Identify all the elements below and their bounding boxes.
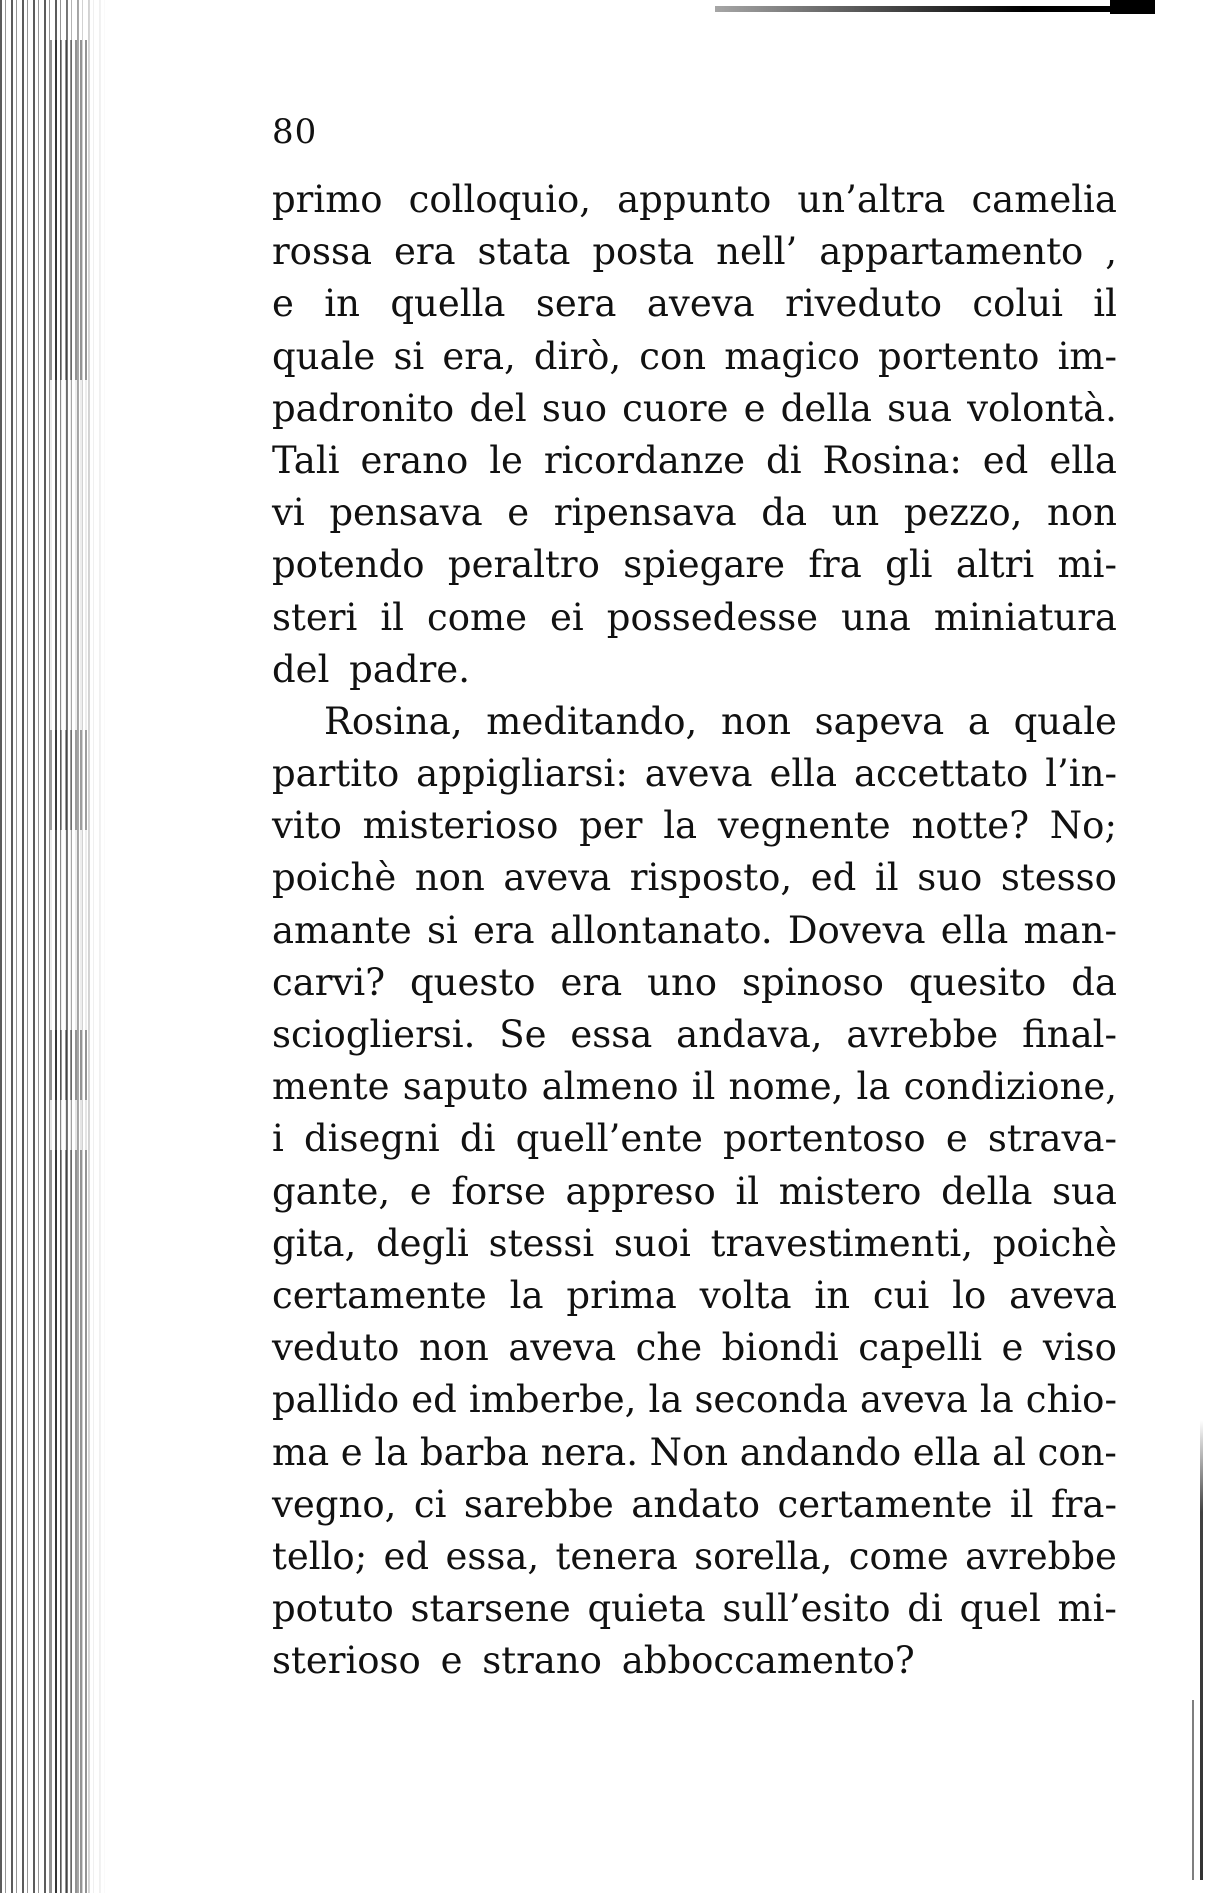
word: posta xyxy=(592,230,695,274)
word: andando xyxy=(739,1430,902,1474)
word: vegno, xyxy=(272,1482,397,1526)
word: altri xyxy=(955,543,1035,587)
word: barba xyxy=(419,1430,530,1474)
word: final- xyxy=(1022,1013,1117,1056)
word: che xyxy=(635,1326,703,1370)
word: riveduto xyxy=(785,282,943,326)
text-line-paragraph-end: sterioso e strano abboccamento? xyxy=(272,1639,915,1683)
word: ed xyxy=(383,1534,430,1578)
word: Rosina: xyxy=(822,438,962,482)
right-edge-rule-inner xyxy=(1192,1700,1194,1880)
word: con xyxy=(639,334,707,378)
word: ci xyxy=(413,1482,447,1526)
text-line xyxy=(272,226,1117,278)
word: non xyxy=(414,856,485,900)
text-line xyxy=(272,592,1117,644)
word: la xyxy=(509,1273,544,1317)
text-line xyxy=(272,383,1117,435)
word: uno xyxy=(647,960,718,1004)
word: starsene xyxy=(410,1587,571,1631)
word: non xyxy=(1047,491,1117,535)
word: vito xyxy=(272,804,342,848)
word: quale xyxy=(272,334,376,378)
word: certamente xyxy=(777,1482,993,1526)
text-line xyxy=(272,1427,1117,1479)
word: un’altra xyxy=(797,178,946,221)
word: possedesse xyxy=(606,595,819,639)
word: come xyxy=(848,1534,949,1578)
word: quieta xyxy=(587,1587,706,1631)
word: sua xyxy=(887,386,952,430)
word: le xyxy=(489,438,523,482)
word: e xyxy=(409,1169,432,1213)
word: i xyxy=(272,1117,284,1161)
word: camelia xyxy=(971,178,1117,221)
word: era xyxy=(472,908,535,952)
word: dirò, xyxy=(533,334,622,378)
text-line xyxy=(272,539,1117,591)
word: ricordanze xyxy=(543,438,746,482)
word: viso xyxy=(1042,1326,1117,1370)
word: ed xyxy=(810,856,857,900)
word: strava- xyxy=(987,1117,1117,1161)
word: non xyxy=(418,1326,489,1370)
word: stessi xyxy=(488,1221,595,1265)
word: da xyxy=(761,491,808,535)
word: suo xyxy=(917,856,983,900)
text-line xyxy=(272,174,1117,226)
word: per xyxy=(579,804,643,848)
word: gita, xyxy=(272,1221,357,1265)
word: ella xyxy=(769,752,838,796)
word: a xyxy=(967,699,990,743)
page-number: 80 xyxy=(272,112,318,152)
word: di xyxy=(766,438,802,482)
word: aveva xyxy=(859,1378,968,1422)
word: il xyxy=(735,1169,760,1213)
word: il xyxy=(691,1065,716,1109)
body-text xyxy=(272,174,1117,1687)
word: misterioso xyxy=(362,804,559,848)
word: steri xyxy=(272,595,358,639)
word: l’in- xyxy=(1045,752,1117,796)
word: la xyxy=(374,1430,409,1474)
word: volta xyxy=(699,1273,792,1317)
word: spinoso xyxy=(742,960,884,1004)
word: della xyxy=(941,1169,1033,1213)
word: certamente xyxy=(272,1273,487,1317)
word: mi- xyxy=(1057,1587,1117,1631)
text-line xyxy=(272,748,1117,800)
word: im- xyxy=(1057,334,1117,378)
word: disegni xyxy=(303,1117,440,1161)
word: appunto xyxy=(617,178,772,221)
word: gli xyxy=(885,543,933,587)
word: , xyxy=(1105,230,1117,274)
word: No; xyxy=(1049,804,1117,848)
word: primo xyxy=(272,178,383,221)
word: veduto xyxy=(272,1326,400,1370)
word: era, xyxy=(442,334,516,378)
word: saputo xyxy=(402,1065,529,1109)
text-line-paragraph-end: del padre. xyxy=(272,647,470,691)
word: fra xyxy=(808,543,862,587)
word: ella xyxy=(912,1430,981,1474)
word: sapeva xyxy=(814,699,945,743)
word: cuore xyxy=(622,386,729,430)
word: cui xyxy=(872,1273,930,1317)
word: aveva xyxy=(508,1326,617,1370)
word: la xyxy=(648,1378,683,1422)
word: peraltro xyxy=(447,543,600,587)
word: prima xyxy=(566,1273,677,1317)
word: meditando, xyxy=(486,699,698,743)
text-line xyxy=(272,1218,1117,1270)
word: quella xyxy=(390,282,506,326)
word: sarebbe xyxy=(463,1482,614,1526)
word: potendo xyxy=(272,543,425,587)
word: pezzo, xyxy=(903,491,1023,535)
word: avrebbe xyxy=(965,1534,1117,1578)
text-line xyxy=(272,1009,1117,1061)
word: ed xyxy=(982,438,1029,482)
word: suoi xyxy=(613,1221,691,1265)
word: con- xyxy=(1037,1430,1117,1474)
word: e xyxy=(340,1430,363,1474)
word: il xyxy=(380,595,404,639)
word: sua xyxy=(1052,1169,1117,1213)
word: sera xyxy=(535,282,617,326)
word: una xyxy=(841,595,911,639)
word: appreso xyxy=(565,1169,716,1213)
word: la xyxy=(663,804,698,848)
word: fra- xyxy=(1051,1482,1117,1526)
word: aveva xyxy=(1009,1273,1117,1317)
word: colloquio, xyxy=(408,178,591,221)
word: capelli xyxy=(858,1326,983,1370)
word: degli xyxy=(375,1221,469,1265)
word: andato xyxy=(631,1482,761,1526)
text-line xyxy=(272,852,1117,904)
word: Doveva xyxy=(787,908,926,952)
word: ed xyxy=(411,1378,457,1422)
word: notte? xyxy=(911,804,1030,848)
word: portento xyxy=(878,334,1040,378)
text-line xyxy=(272,1113,1117,1165)
word: quell’ente xyxy=(515,1117,703,1161)
word: tenera xyxy=(555,1534,678,1578)
word: mistero xyxy=(778,1169,922,1213)
text-line xyxy=(272,1322,1117,1374)
word: poichè xyxy=(992,1221,1117,1265)
word: in xyxy=(814,1273,851,1317)
word: sull’esito xyxy=(722,1587,891,1631)
text-line xyxy=(272,1479,1117,1531)
word: ma xyxy=(272,1430,330,1474)
word: appartamento xyxy=(819,230,1084,274)
word: amante xyxy=(272,908,412,952)
word: quesito xyxy=(908,960,1047,1004)
word: e xyxy=(507,491,530,535)
word: potuto xyxy=(272,1587,394,1631)
word: quel xyxy=(959,1587,1041,1631)
word: si xyxy=(426,908,458,952)
word: da xyxy=(1071,960,1117,1004)
word: di xyxy=(907,1587,943,1631)
word: allontanato. xyxy=(549,908,773,952)
word: e xyxy=(272,282,294,326)
word: risposto, xyxy=(629,856,793,900)
word: condizione, xyxy=(903,1065,1117,1109)
word: ei xyxy=(550,595,584,639)
word: erano xyxy=(360,438,469,482)
word: la xyxy=(979,1378,1014,1422)
word: ripensava xyxy=(553,491,737,535)
word: tello; xyxy=(272,1534,368,1578)
word: Non xyxy=(649,1430,729,1474)
text-line xyxy=(272,331,1117,383)
text-line xyxy=(272,1583,1117,1635)
text-line xyxy=(272,1270,1117,1322)
word: essa, xyxy=(445,1534,540,1578)
word: della xyxy=(780,386,872,430)
word: sciogliersi. xyxy=(272,1013,476,1056)
word: almeno xyxy=(541,1065,679,1109)
text-line xyxy=(272,1531,1117,1583)
word: e xyxy=(945,1117,968,1161)
word: avrebbe xyxy=(846,1013,999,1056)
word: forse xyxy=(451,1169,546,1213)
word: un xyxy=(831,491,880,535)
word: carvi? xyxy=(272,960,386,1004)
word: ella xyxy=(1049,438,1117,482)
top-edge-rule xyxy=(715,6,1155,12)
text-line xyxy=(272,1374,1117,1426)
word: mi- xyxy=(1057,543,1117,587)
word: colui xyxy=(972,282,1063,326)
word: spiegare xyxy=(623,543,785,587)
word: volontà. xyxy=(967,386,1117,430)
word: vegnente xyxy=(717,804,891,848)
text-line xyxy=(272,487,1117,539)
word: poichè xyxy=(272,856,397,900)
word: stata xyxy=(477,230,571,274)
word: il xyxy=(1093,282,1117,326)
word: seconda xyxy=(694,1378,848,1422)
word: al xyxy=(992,1430,1026,1474)
text-line xyxy=(272,957,1117,1009)
word: lo xyxy=(952,1273,987,1317)
word: Tali xyxy=(272,438,340,482)
text-line xyxy=(272,800,1117,852)
word: come xyxy=(427,595,527,639)
word: ella xyxy=(940,908,1009,952)
word: il xyxy=(1009,1482,1034,1526)
word: aveva xyxy=(503,856,612,900)
word: il xyxy=(874,856,899,900)
word: suo xyxy=(541,386,607,430)
word: era xyxy=(560,960,623,1004)
word: aveva xyxy=(646,282,755,326)
text-line xyxy=(272,1166,1117,1218)
word: quale xyxy=(1013,699,1117,743)
word: e xyxy=(1001,1326,1024,1370)
word: andava, xyxy=(676,1013,823,1056)
word: la xyxy=(856,1065,891,1109)
word: portentoso xyxy=(723,1117,926,1161)
word: in xyxy=(324,282,360,326)
word: Rosina, xyxy=(324,699,463,743)
word: mente xyxy=(272,1065,390,1109)
word: pallido xyxy=(272,1378,400,1422)
word: man- xyxy=(1023,908,1117,952)
word: essa xyxy=(570,1013,653,1056)
word: non xyxy=(720,699,791,743)
right-edge-rule xyxy=(1200,1420,1203,1880)
word: appigliarsi: xyxy=(416,752,628,796)
word: partito xyxy=(272,752,400,796)
word: imberbe, xyxy=(468,1378,637,1422)
word: pensava xyxy=(329,491,483,535)
word: biondi xyxy=(721,1326,839,1370)
word: rossa xyxy=(272,230,372,274)
word: padronito xyxy=(272,386,455,430)
text-line xyxy=(272,1061,1117,1113)
word: si xyxy=(393,334,425,378)
word: stesso xyxy=(1000,856,1117,900)
word: sorella, xyxy=(694,1534,833,1578)
word: magico xyxy=(724,334,860,378)
word: aveva xyxy=(644,752,753,796)
binding-shadow xyxy=(50,0,90,1893)
word: travestimenti, xyxy=(710,1221,973,1265)
text-line xyxy=(272,435,1117,487)
word: vi xyxy=(272,491,305,535)
word: di xyxy=(459,1117,496,1161)
word: accettato xyxy=(853,752,1029,796)
word: del xyxy=(469,386,527,430)
word: nell’ xyxy=(716,230,798,274)
top-edge-mark xyxy=(1110,0,1155,14)
text-line xyxy=(272,278,1117,330)
word: questo xyxy=(410,960,536,1004)
word: chio- xyxy=(1025,1378,1117,1422)
text-line-paragraph-start xyxy=(272,696,1117,748)
text-line xyxy=(272,905,1117,957)
word: era xyxy=(393,230,456,274)
word: e xyxy=(743,386,766,430)
word: Se xyxy=(499,1013,547,1056)
word: nome, xyxy=(728,1065,844,1109)
word: gante, xyxy=(272,1169,391,1213)
word: miniatura xyxy=(933,595,1117,639)
word: nera. xyxy=(540,1430,638,1474)
